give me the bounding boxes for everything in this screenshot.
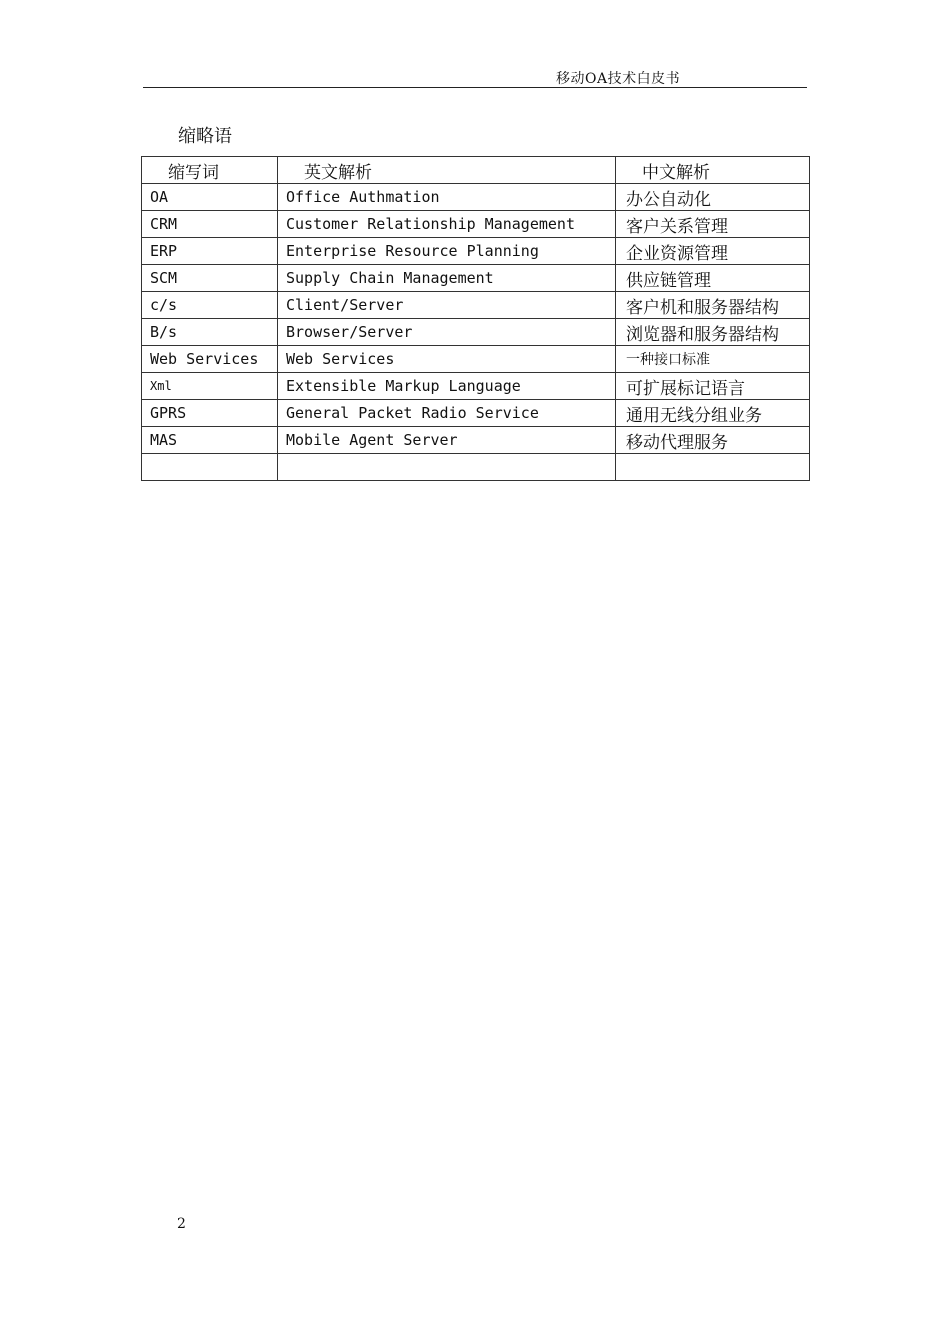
- table-row: [142, 265, 810, 292]
- abbreviation-cell: B/s: [142, 319, 278, 346]
- chinese-cell: 客户机和服务器结构: [616, 292, 810, 319]
- english-cell: [278, 454, 616, 481]
- english-cell: Supply Chain Management: [278, 265, 616, 292]
- chinese-cell: 一种接口标准: [616, 346, 810, 373]
- abbreviation-cell: c/s: [142, 292, 278, 319]
- abbreviation-cell: GPRS: [142, 400, 278, 427]
- english-cell: Extensible Markup Language: [278, 373, 616, 400]
- abbreviations-table: [141, 156, 810, 481]
- table-row: [142, 211, 810, 238]
- chinese-cell: 通用无线分组业务: [616, 400, 810, 427]
- chinese-cell: 浏览器和服务器结构: [616, 319, 810, 346]
- table-row: [142, 292, 810, 319]
- column-header-abbreviation: 缩写词: [142, 157, 278, 184]
- table-row: [142, 184, 810, 211]
- chinese-cell: 可扩展标记语言: [616, 373, 810, 400]
- table-row: [142, 427, 810, 454]
- abbreviation-cell: Xml: [142, 373, 278, 400]
- english-cell: Web Services: [278, 346, 616, 373]
- abbreviation-cell: MAS: [142, 427, 278, 454]
- abbreviation-cell: Web Services: [142, 346, 278, 373]
- chinese-cell: 办公自动化: [616, 184, 810, 211]
- table-header-row: [142, 157, 810, 184]
- chinese-cell: 企业资源管理: [616, 238, 810, 265]
- table-row: [142, 346, 810, 373]
- section-title: 缩略语: [178, 126, 232, 147]
- english-cell: Enterprise Resource Planning: [278, 238, 616, 265]
- running-header-title: 移动OA技术白皮书: [556, 71, 681, 87]
- abbreviation-cell: OA: [142, 184, 278, 211]
- column-header-chinese: 中文解析: [616, 157, 810, 184]
- table-row: [142, 373, 810, 400]
- english-cell: Mobile Agent Server: [278, 427, 616, 454]
- english-cell: Office Authmation: [278, 184, 616, 211]
- table-row-empty: [142, 454, 810, 481]
- chinese-cell: 供应链管理: [616, 265, 810, 292]
- header-divider: [143, 87, 807, 88]
- abbreviation-cell: SCM: [142, 265, 278, 292]
- table-row: [142, 319, 810, 346]
- chinese-cell: 移动代理服务: [616, 427, 810, 454]
- table-row: [142, 238, 810, 265]
- english-cell: Browser/Server: [278, 319, 616, 346]
- abbreviation-cell: ERP: [142, 238, 278, 265]
- english-cell: General Packet Radio Service: [278, 400, 616, 427]
- table-row: [142, 400, 810, 427]
- english-cell: Client/Server: [278, 292, 616, 319]
- abbreviation-cell: [142, 454, 278, 481]
- column-header-english: 英文解析: [278, 157, 616, 184]
- chinese-cell: [616, 454, 810, 481]
- page-number: 2: [177, 1216, 186, 1232]
- chinese-cell: 客户关系管理: [616, 211, 810, 238]
- abbreviation-cell: CRM: [142, 211, 278, 238]
- english-cell: Customer Relationship Management: [278, 211, 616, 238]
